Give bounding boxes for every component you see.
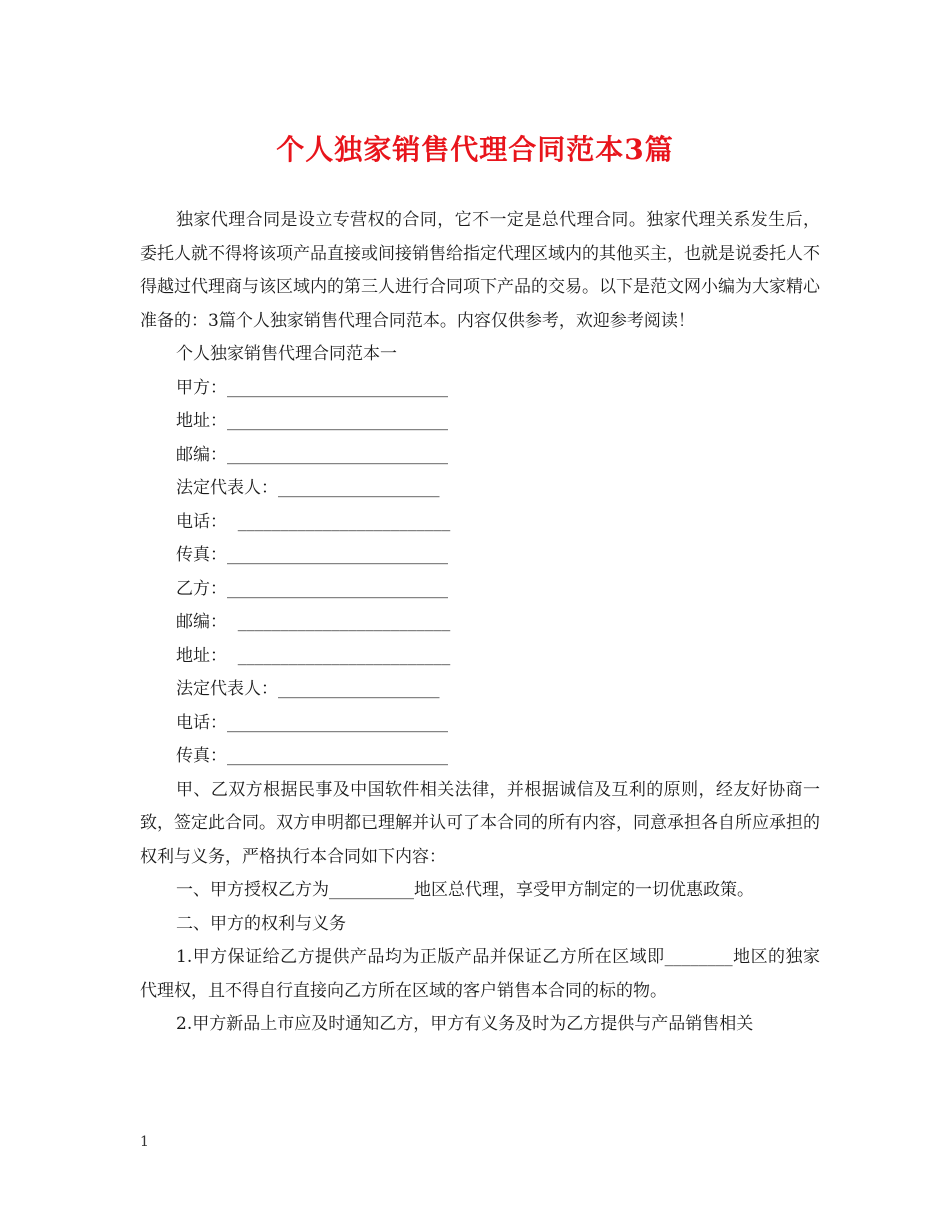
party-b-fax-field <box>140 740 820 774</box>
party-b-name-field <box>140 573 820 607</box>
item-blank: ________ <box>664 947 733 967</box>
item-text: 1.甲方保证给乙方提供产品均为正版产品并保证乙方所在区域即 <box>176 947 665 967</box>
party-a-legal-rep-field <box>140 472 820 506</box>
field-label: 传真： <box>176 746 227 766</box>
field-label: 电话： <box>176 511 227 532</box>
party-a-name-field <box>140 372 820 406</box>
document-title: 个人独家销售代理合同范本3篇 <box>276 133 674 166</box>
party-b-address-field <box>140 640 820 674</box>
party-b-phone-field <box>140 707 820 741</box>
field-blank: _________________________ <box>227 612 451 632</box>
clause-2-heading: 二、甲方的权利与义务 <box>176 913 346 934</box>
field-label: 传真： <box>176 545 227 565</box>
field-label: 甲方： <box>176 377 227 398</box>
field-blank: _________________________ <box>227 645 451 666</box>
intro-paragraph: 独家代理合同是设立专营权的合同，它不一定是总代理合同。独家代理关系发生后，委托人就不得将该项产品直接或间接销售给指定代理区域内的其他买主，也就是说委托人不得越过代理商与该区域内的第三人进行合同项下产品的交易。以下是范文网小编为大家精心准备的：3篇个人独家销售代理合同范本。内容仅供参考，欢迎参考阅读！ <box>140 210 820 331</box>
party-a-fax-field <box>140 539 820 573</box>
field-label: 地址： <box>176 411 227 431</box>
field-label: 法定代表人： <box>176 478 278 498</box>
clause-text: 一、甲方授权乙方为 <box>176 880 329 900</box>
field-blank: __________________________ <box>227 545 448 565</box>
clause-2-item-1 <box>140 941 820 1008</box>
agreement-paragraph: 甲、乙双方根据民事及中国软件相关法律，并根据诚信及互利的原则，经友好协商一致，签定此合同。双方申明都已理解并认可了本合同的所有内容，同意承担各自所应承担的权利与义务，严格执行本合同如下内容： <box>140 779 820 867</box>
field-blank: __________________________ <box>227 444 448 465</box>
field-label: 电话： <box>176 712 227 733</box>
clause-1 <box>140 874 820 908</box>
field-blank: __________________________ <box>227 712 448 733</box>
field-label: 乙方： <box>176 578 227 599</box>
party-b-legal-rep-field <box>140 673 820 707</box>
clause-blank: __________ <box>329 880 414 900</box>
field-blank: __________________________ <box>227 578 448 599</box>
field-blank: ___________________ <box>278 478 440 498</box>
field-blank: __________________________ <box>227 746 448 766</box>
field-label: 邮编： <box>176 444 227 465</box>
field-label: 法定代表人： <box>176 679 278 699</box>
party-a-phone-field <box>140 506 820 540</box>
section-heading: 个人独家销售代理合同范本一 <box>176 344 397 364</box>
field-label: 邮编： <box>176 612 227 632</box>
party-a-address-field <box>140 405 820 439</box>
party-b-postcode-field <box>140 606 820 640</box>
page-number: 1 <box>140 1134 149 1150</box>
field-label: 地址： <box>176 645 227 666</box>
item-text: 地区的独家代理权，且不得自行直接向乙方所在区域的客户销售本合同的标的物。 <box>140 947 821 1001</box>
party-a-postcode-field <box>140 439 820 473</box>
field-blank: __________________________ <box>227 377 448 398</box>
field-blank: __________________________ <box>227 411 448 431</box>
document-body <box>140 204 820 1042</box>
field-blank: _________________________ <box>227 511 451 532</box>
field-blank: ___________________ <box>278 679 440 699</box>
clause-text: 地区总代理，享受甲方制定的一切优惠政策。 <box>414 880 754 900</box>
clause-2-item-2: 2.甲方新品上市应及时通知乙方，甲方有义务及时为乙方提供与产品销售相关 <box>176 1014 754 1034</box>
